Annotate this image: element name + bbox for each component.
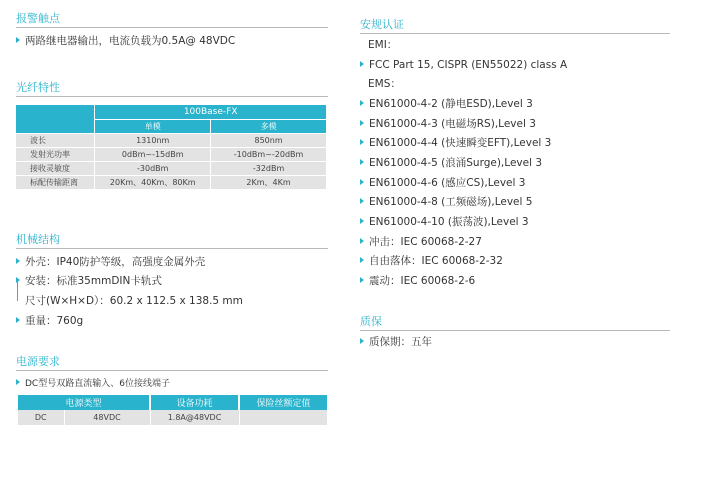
bullet-arrow-icon (16, 258, 20, 264)
bullet-arrow-icon (360, 61, 364, 67)
bullet-arrow-icon (360, 218, 364, 224)
ems-item: EN61000-4-8 (工频磁场),Level 5 (360, 195, 532, 209)
power-table (18, 395, 327, 425)
compliance-section-title: 安规认证 (360, 18, 670, 34)
bullet-arrow-icon (16, 317, 20, 323)
ems-item: EN61000-4-2 (静电ESD),Level 3 (360, 97, 533, 111)
mechanical-item: 安装：标准35mmDIN卡轨式 (16, 274, 162, 288)
table-row: 接收灵敏度 -30dBm -32dBm (16, 161, 327, 175)
warranty-section-title: 质保 (360, 315, 670, 331)
bullet-arrow-icon (360, 338, 364, 344)
table-row: DC 48VDC 1.8A@48VDC (18, 410, 327, 425)
bullet-arrow-icon (360, 198, 364, 204)
ems-item: EN61000-4-5 (浪涌Surge),Level 3 (360, 156, 542, 170)
bullet-arrow-icon (360, 277, 364, 283)
warranty-item: 质保期：五年 (360, 335, 432, 349)
ems-item: EN61000-4-3 (电磁场RS),Level 3 (360, 117, 536, 131)
ems-item: EN61000-4-10 (振荡波),Level 3 (360, 215, 529, 229)
ems-item: 震动：IEC 60068-2-6 (360, 274, 475, 288)
ems-item: EN61000-4-4 (快速瞬变EFT),Level 3 (360, 136, 551, 150)
optical-table (16, 105, 327, 190)
group-header: 100Base-FX (95, 105, 327, 119)
col-header-multi: 多模 (211, 119, 327, 133)
table-row: 发射光功率 0dBm~-15dBm -10dBm~-20dBm (16, 147, 327, 161)
emi-item: FCC Part 15, CISPR (EN55022) class A (360, 58, 567, 72)
ems-label: EMS： (368, 78, 401, 90)
col-header-fuse: 保险丝额定值 (239, 395, 327, 410)
ems-item: 自由落体：IEC 60068-2-32 (360, 254, 503, 268)
power-section-title: 电源要求 (16, 355, 328, 371)
bullet-arrow-icon (360, 238, 364, 244)
optical-section-title: 光纤特性 (16, 81, 328, 97)
bullet-arrow-icon (360, 159, 364, 165)
table-corner (16, 105, 95, 133)
alarm-item: 两路继电器输出，电流负载为0.5A@ 48VDC (16, 34, 235, 48)
bullet-arrow-icon (360, 100, 364, 106)
bullet-arrow-icon (360, 139, 364, 145)
table-row: 波长 1310nm 850nm (16, 133, 327, 147)
emi-label: EMI： (368, 39, 398, 51)
table-row: 标配传输距离 20Km、40Km、80Km 2Km、4Km (16, 175, 327, 189)
mechanical-section-title: 机械结构 (16, 233, 328, 249)
mechanical-item: 外壳：IP40防护等级，高强度金属外壳 (16, 255, 205, 269)
col-header-single: 单模 (95, 119, 211, 133)
col-header-consumption: 设备功耗 (150, 395, 239, 410)
bullet-arrow-icon (360, 120, 364, 126)
bullet-arrow-icon (360, 257, 364, 263)
bullet-arrow-icon (16, 379, 20, 385)
mechanical-item: 尺寸(W×H×D）：60.2 x 112.5 x 138.5 mm (25, 295, 243, 307)
ems-item: EN61000-4-6 (感应CS),Level 3 (360, 176, 525, 190)
bullet-arrow-icon (360, 179, 364, 185)
power-item: DC型号双路直流输入、6位接线端子 (16, 377, 170, 391)
bullet-arrow-icon (16, 37, 20, 43)
alarm-section-title: 报警触点 (16, 12, 328, 28)
connector-line (17, 281, 18, 301)
ems-item: 冲击：IEC 60068-2-27 (360, 235, 482, 249)
col-header-type: 电源类型 (18, 395, 150, 410)
mechanical-item: 重量：760g (16, 314, 83, 328)
